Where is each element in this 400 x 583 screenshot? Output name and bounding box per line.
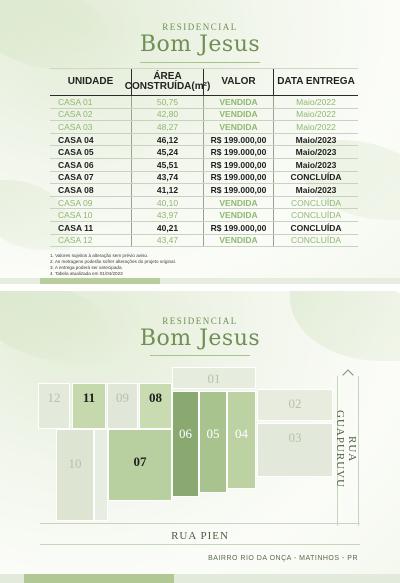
cell-unit: CASA 07	[50, 172, 132, 184]
table-row	[50, 96, 358, 109]
cell-area: 41,12	[132, 184, 204, 196]
lot-10[interactable]: 10	[56, 429, 94, 521]
cell-unit: CASA 10	[50, 209, 132, 221]
lot-09[interactable]: 09	[107, 383, 138, 429]
cell-delivery: Maio/2023	[295, 134, 337, 145]
header-area: ÁREA CONSTRUÍDA(m²)	[132, 69, 204, 95]
lot-08[interactable]: 08	[139, 383, 172, 429]
cell-value: R$ 199.000,00	[204, 159, 274, 171]
cell-value: R$ 199.000,00	[204, 222, 274, 234]
cell-area: 43,74	[132, 172, 204, 184]
brand-subtitle: RESIDENCIAL	[162, 22, 238, 32]
lot-02[interactable]: 02	[257, 389, 333, 421]
price-table-card	[0, 0, 400, 284]
site-map	[0, 291, 400, 583]
table-row	[50, 109, 358, 122]
cell-value: R$ 199.000,00	[204, 172, 274, 184]
cell-delivery: CONCLUÍDA	[290, 210, 342, 221]
table-row	[50, 159, 358, 172]
street-vertical-label: RUA GUAPURUVU	[334, 409, 358, 489]
cell-area: 42,80	[132, 109, 204, 121]
header-value: VALOR	[204, 69, 274, 95]
cell-unit: CASA 04	[50, 134, 132, 146]
cell-unit: CASA 11	[50, 222, 132, 234]
cell-delivery: Maio/2023	[295, 147, 337, 158]
cell-delivery: Maio/2022	[296, 121, 336, 132]
cell-value: R$ 199.000,00	[204, 184, 274, 196]
brand-swash	[140, 62, 260, 63]
lot-07[interactable]: 07	[108, 429, 172, 501]
cell-unit: CASA 02	[50, 109, 132, 121]
cell-delivery: Maio/2022	[296, 96, 336, 107]
cell-area: 50,75	[132, 96, 204, 108]
cell-area: 43,97	[132, 209, 204, 221]
cell-value: R$ 199.000,00	[204, 146, 274, 158]
table-row	[50, 172, 358, 185]
table-row	[50, 235, 358, 248]
lot-11[interactable]: 11	[72, 383, 106, 429]
cell-value: VENDIDA	[204, 96, 274, 108]
note: 2. As metragens poderão sofrer alterações do projeto original.	[50, 259, 176, 264]
cell-delivery: Maio/2022	[296, 109, 336, 120]
table-row	[50, 222, 358, 235]
brand-title: Bom Jesus	[139, 326, 261, 351]
cell-unit: CASA 01	[50, 96, 132, 108]
cell-delivery: Maio/2023	[295, 159, 337, 170]
lot-12[interactable]: 12	[38, 383, 70, 429]
lot-06[interactable]: 06	[172, 391, 199, 497]
cell-value: VENDIDA	[204, 235, 274, 247]
cell-unit: CASA 05	[50, 146, 132, 158]
note: 3. A entrega poderá ser antecipada.	[50, 265, 123, 270]
cell-area: 45,24	[132, 146, 204, 158]
table-row	[50, 184, 358, 197]
footer-stripe	[0, 278, 400, 284]
table-row	[50, 197, 358, 210]
cell-area: 46,12	[132, 134, 204, 146]
table-row	[50, 146, 358, 159]
price-table	[50, 68, 358, 247]
table-row	[50, 134, 358, 147]
lot-05[interactable]: 05	[199, 391, 227, 493]
cell-area: 40,10	[132, 197, 204, 209]
lot-01[interactable]: 01	[172, 367, 256, 389]
cell-area: 48,27	[132, 121, 204, 133]
cell-unit: CASA 08	[50, 184, 132, 196]
street-horizontal-label: RUA PIEN	[171, 530, 229, 542]
cell-delivery: Maio/2023	[295, 184, 337, 195]
cell-unit: CASA 12	[50, 235, 132, 247]
lot-03[interactable]: 03	[257, 423, 333, 477]
cell-value: VENDIDA	[204, 197, 274, 209]
cell-area: 40,21	[132, 222, 204, 234]
cell-delivery: CONCLUÍDA	[290, 172, 342, 183]
brand-title: Bom Jesus	[139, 32, 261, 57]
footer-stripe	[0, 574, 400, 583]
table-body	[50, 96, 358, 247]
cell-value: VENDIDA	[204, 121, 274, 133]
cell-value: R$ 199.000,00	[204, 134, 274, 146]
site-map-card	[0, 291, 400, 583]
table-header	[50, 68, 358, 96]
notes	[50, 253, 176, 277]
header-unit: UNIDADE	[50, 69, 132, 95]
note: 4. Tabela atualizada em 01/04/2023	[50, 271, 123, 276]
cell-value: VENDIDA	[204, 209, 274, 221]
cell-delivery: CONCLUÍDA	[290, 222, 342, 233]
header-delivery: DATA ENTREGA	[277, 76, 355, 87]
cell-area: 43,47	[132, 235, 204, 247]
location-label: BAIRRO RIO DA ONÇA - MATINHOS - PR	[208, 555, 358, 562]
lot-04[interactable]: 04	[227, 391, 256, 489]
cell-delivery: CONCLUÍDA	[290, 197, 342, 208]
cell-area: 45,51	[132, 159, 204, 171]
cell-unit: CASA 03	[50, 121, 132, 133]
cell-delivery: CONCLUÍDA	[290, 235, 342, 246]
table-row	[50, 121, 358, 134]
note: 1. Valores sujeitos à alteração sem prévio aviso.	[50, 253, 149, 258]
table-row	[50, 209, 358, 222]
brand-subtitle: RESIDENCIAL	[162, 316, 238, 326]
lot-strip	[94, 429, 108, 521]
cell-value: VENDIDA	[204, 109, 274, 121]
cell-unit: CASA 06	[50, 159, 132, 171]
cell-unit: CASA 09	[50, 197, 132, 209]
